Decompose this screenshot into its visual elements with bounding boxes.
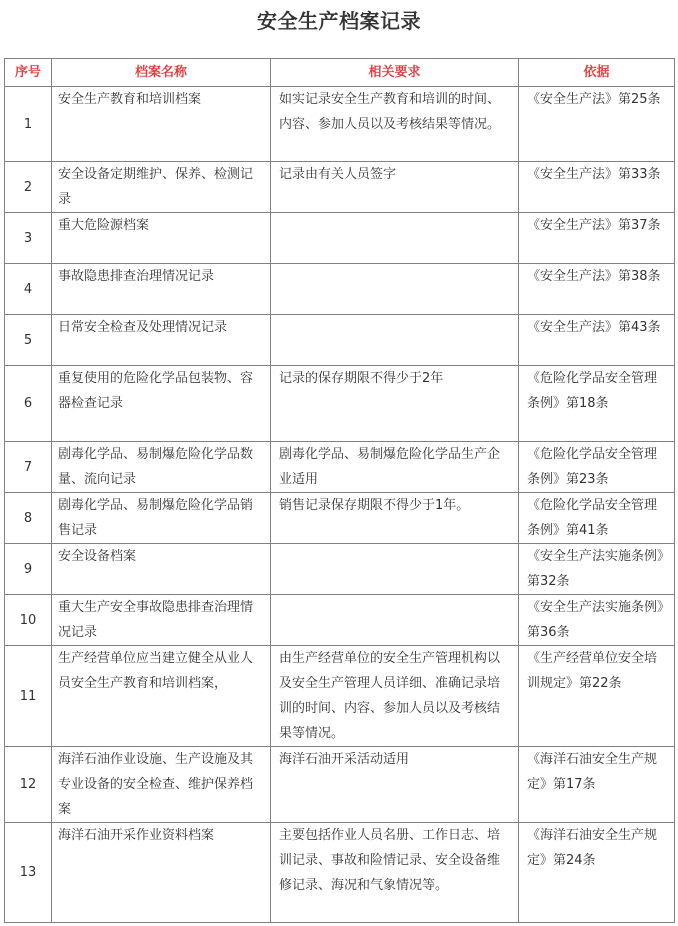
row-number: 6 bbox=[5, 366, 52, 442]
row-number: 4 bbox=[5, 264, 52, 315]
record-basis: 《生产经营单位安全培训规定》第22条 bbox=[519, 646, 675, 747]
record-basis: 《安全生产法》第33条 bbox=[519, 162, 675, 213]
row-number: 11 bbox=[5, 646, 52, 747]
row-number: 7 bbox=[5, 442, 52, 493]
record-requirement: 记录由有关人员签字 bbox=[271, 162, 519, 213]
table-row bbox=[5, 747, 675, 823]
page-title: 安全生产档案记录 bbox=[257, 9, 421, 33]
table-row bbox=[5, 646, 675, 747]
row-number: 13 bbox=[5, 823, 52, 923]
record-basis: 《安全生产法》第37条 bbox=[519, 213, 675, 264]
record-name: 事故隐患排查治理情况记录 bbox=[52, 264, 271, 315]
record-requirement: 海洋石油开采活动适用 bbox=[271, 747, 519, 823]
table-row bbox=[5, 823, 675, 923]
record-name: 安全生产教育和培训档案 bbox=[52, 87, 271, 162]
record-basis: 《危险化学品安全管理条例》第18条 bbox=[519, 366, 675, 442]
record-basis: 《海洋石油安全生产规定》第24条 bbox=[519, 823, 675, 923]
row-number: 3 bbox=[5, 213, 52, 264]
row-number: 9 bbox=[5, 544, 52, 595]
record-name: 重大危险源档案 bbox=[52, 213, 271, 264]
record-name: 剧毒化学品、易制爆危险化学品数量、流向记录 bbox=[52, 442, 271, 493]
table-row bbox=[5, 366, 675, 442]
record-requirement: 剧毒化学品、易制爆危险化学品生产企业适用 bbox=[271, 442, 519, 493]
record-requirement bbox=[271, 264, 519, 315]
row-number: 2 bbox=[5, 162, 52, 213]
table-row bbox=[5, 213, 675, 264]
record-requirement: 由生产经营单位的安全生产管理机构以及安全生产管理人员详细、准确记录培训的时间、内容、参加人员以及考核结果等情况。 bbox=[271, 646, 519, 747]
row-number: 1 bbox=[5, 87, 52, 162]
header-basis: 依据 bbox=[519, 59, 675, 87]
records-table bbox=[4, 58, 675, 923]
table-row bbox=[5, 264, 675, 315]
record-basis: 《安全生产法》第43条 bbox=[519, 315, 675, 366]
record-name: 安全设备定期维护、保养、检测记录 bbox=[52, 162, 271, 213]
record-requirement: 记录的保存期限不得少于2年 bbox=[271, 366, 519, 442]
table-row bbox=[5, 544, 675, 595]
record-basis: 《安全生产法》第38条 bbox=[519, 264, 675, 315]
header-requirements: 相关要求 bbox=[271, 59, 519, 87]
record-basis: 《海洋石油安全生产规定》第17条 bbox=[519, 747, 675, 823]
record-name: 生产经营单位应当建立健全从业人员安全生产教育和培训档案， bbox=[52, 646, 271, 747]
record-basis: 《安全生产法》第25条 bbox=[519, 87, 675, 162]
record-name: 日常安全检查及处理情况记录 bbox=[52, 315, 271, 366]
record-requirement: 如实记录安全生产教育和培训的时间、内容、参加人员以及考核结果等情况。 bbox=[271, 87, 519, 162]
table-row bbox=[5, 87, 675, 162]
record-basis: 《危险化学品安全管理条例》第23条 bbox=[519, 442, 675, 493]
header-record-name: 档案名称 bbox=[52, 59, 271, 87]
table-row bbox=[5, 315, 675, 366]
row-number: 10 bbox=[5, 595, 52, 646]
record-name: 重大生产安全事故隐患排查治理情况记录 bbox=[52, 595, 271, 646]
record-requirement: 主要包括作业人员名册、工作日志、培训记录、事故和险情记录、安全设备维修记录、海况和气象情况等。 bbox=[271, 823, 519, 923]
record-basis: 《安全生产法实施条例》第36条 bbox=[519, 595, 675, 646]
record-requirement: 销售记录保存期限不得少于1年。 bbox=[271, 493, 519, 544]
table-row bbox=[5, 162, 675, 213]
table-row bbox=[5, 442, 675, 493]
record-requirement bbox=[271, 595, 519, 646]
header-index: 序号 bbox=[5, 59, 52, 87]
row-number: 5 bbox=[5, 315, 52, 366]
record-basis: 《安全生产法实施条例》第32条 bbox=[519, 544, 675, 595]
record-name: 安全设备档案 bbox=[52, 544, 271, 595]
record-name: 剧毒化学品、易制爆危险化学品销售记录 bbox=[52, 493, 271, 544]
table-row bbox=[5, 493, 675, 544]
table-header-row bbox=[5, 59, 675, 87]
record-name: 重复使用的危险化学品包装物、容器检查记录 bbox=[52, 366, 271, 442]
row-number: 8 bbox=[5, 493, 52, 544]
record-name: 海洋石油开采作业资料档案 bbox=[52, 823, 271, 923]
row-number: 12 bbox=[5, 747, 52, 823]
table-row bbox=[5, 595, 675, 646]
record-requirement bbox=[271, 213, 519, 264]
record-name: 海洋石油作业设施、生产设施及其专业设备的安全检查、维护保养档案 bbox=[52, 747, 271, 823]
record-basis: 《危险化学品安全管理条例》第41条 bbox=[519, 493, 675, 544]
record-requirement bbox=[271, 544, 519, 595]
record-requirement bbox=[271, 315, 519, 366]
